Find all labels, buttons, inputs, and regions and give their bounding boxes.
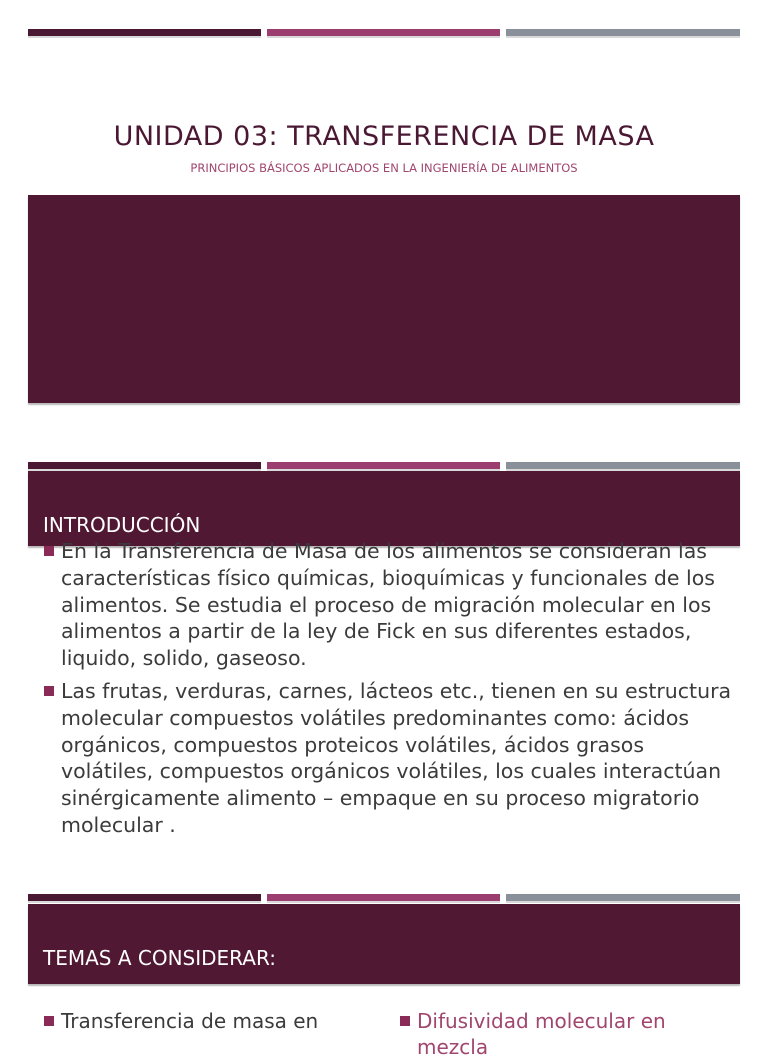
section-heading: INTRODUCCIÓN xyxy=(43,513,201,537)
list-item: Transferencia de masa en xyxy=(44,1008,364,1034)
top-stripe-dark xyxy=(28,29,261,36)
heading-band xyxy=(28,471,740,546)
top-stripe-mid xyxy=(267,29,500,36)
slide-subtitle: PRINCIPIOS BÁSICOS APLICADOS EN LA INGENIERÍA DE ALIMENTOS xyxy=(190,161,578,175)
stripe-mid xyxy=(267,462,500,469)
stripe-dark xyxy=(28,894,261,901)
topics-right-column xyxy=(400,1008,740,1060)
stripe-gray xyxy=(506,462,740,469)
slide-title: UNIDAD 03: TRANSFERENCIA DE MASA xyxy=(113,121,655,152)
list-item: Las frutas, verduras, carnes, lácteos etc., tienen en su estructura molecular compuestos volátiles predominantes como: ácidos orgánicos, compuestos proteicos volátiles, ácidos grasos volátiles, compuestos orgánicos volátiles, los cuales interactúan sinérgicamente alimento – empaque en su proceso migratorio molecular . xyxy=(44,678,734,839)
top-stripe-gray xyxy=(506,29,740,36)
title-band xyxy=(28,195,740,403)
topics-left-column xyxy=(44,1008,364,1034)
stripe-mid xyxy=(267,894,500,901)
intro-bullet-list xyxy=(44,538,734,845)
stripe-dark xyxy=(28,462,261,469)
section-heading: TEMAS A CONSIDERAR: xyxy=(43,946,276,970)
heading-band xyxy=(28,904,740,984)
stripe-gray xyxy=(506,894,740,901)
list-item: En la Transferencia de Masa de los alimentos se consideran las características físico químicas, bioquímicas y funcionales de los alimentos. Se estudia el proceso de migración molecular en los alimentos a partir de la ley de Fick en sus diferentes estados, liquido, solido, gaseoso. xyxy=(44,538,734,672)
list-item: Difusividad molecular en mezcla xyxy=(400,1008,740,1060)
